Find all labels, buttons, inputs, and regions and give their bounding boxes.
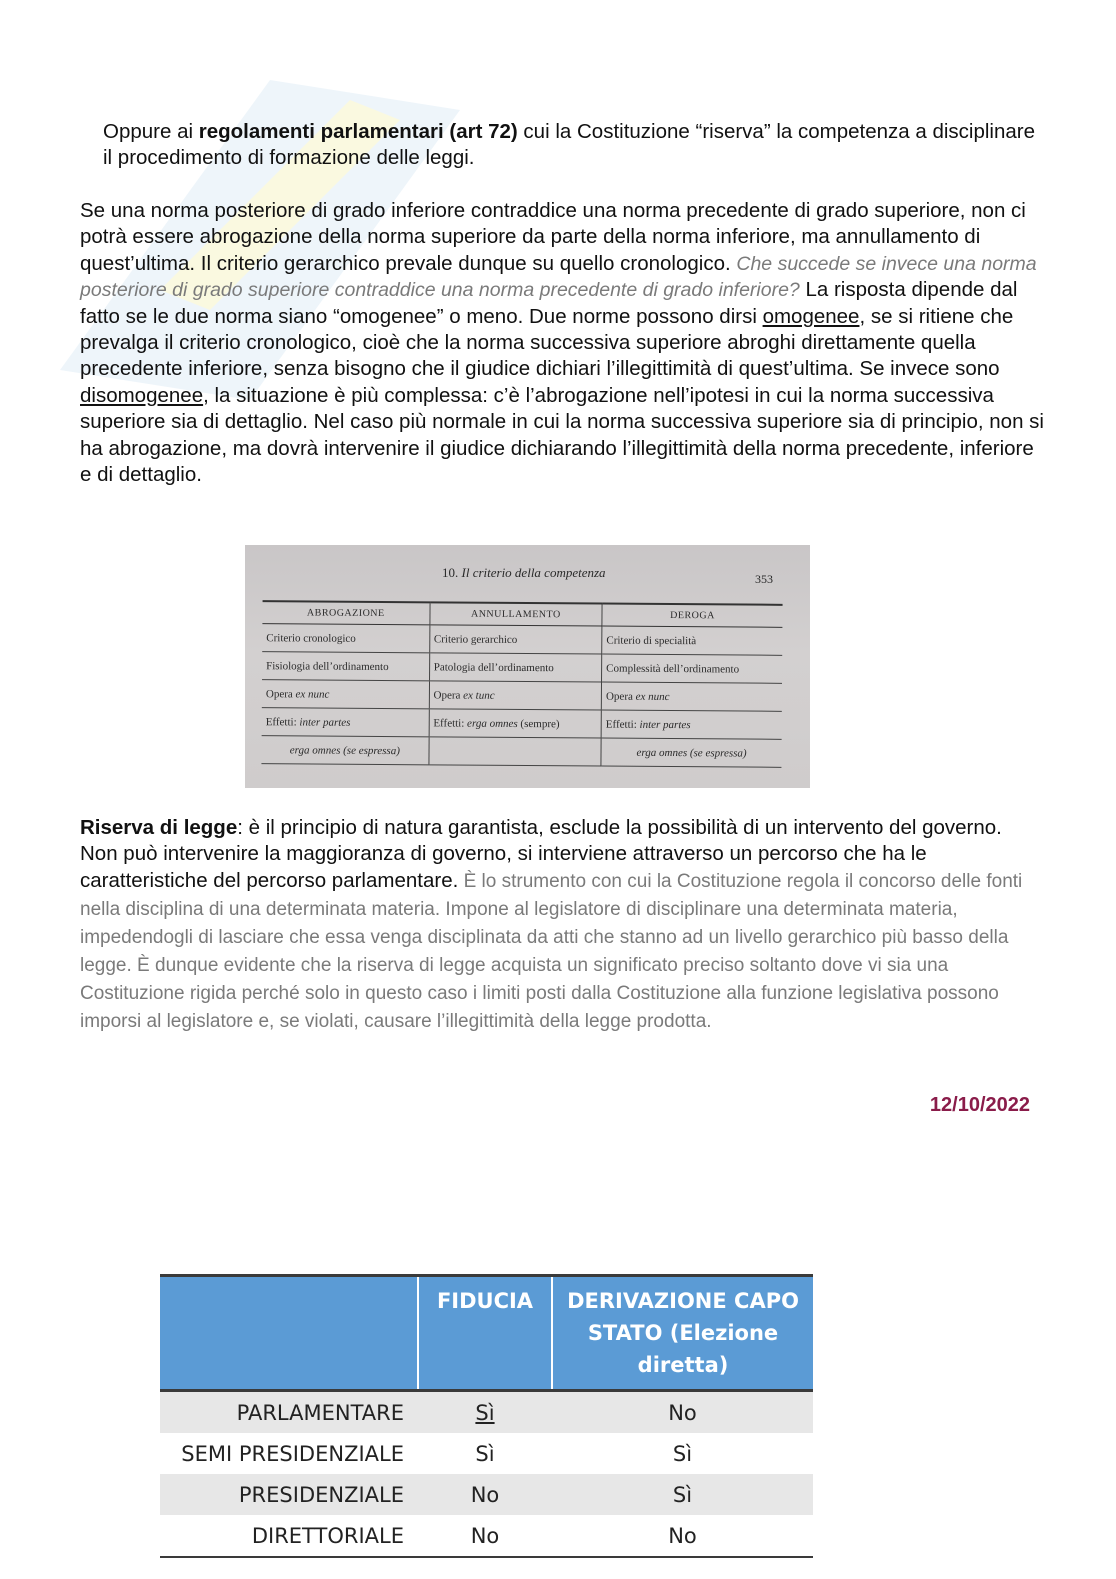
table-row: PARLAMENTARE Sì No <box>160 1391 813 1434</box>
riserva-term: Riserva di legge <box>80 816 238 839</box>
comparison-table <box>261 600 782 768</box>
lecture-date: 12/10/2022 <box>929 1094 1030 1116</box>
book-table-photo <box>245 545 810 788</box>
col-header: ANNULLAMENTO <box>430 602 603 626</box>
riserva-paragraph: Riserva di legge: è il principio di natura garantista, esclude la possibilità di un intervento del governo. Non può intervenire la maggioranza di governo, si interviene attraverso un percorso che ha le caratteristiche del percorso parlamentare. È lo strumento con cui la Costituzione regola il concorso delle fonti nella disciplina di una determinata materia. Impone al legislatore di disciplinare una determinata materia, impedendogli di lasciare che essa venga disciplinata da atti che stanno ad un livello gerarchico più basso della legge. È dunque evidente che la riserva di legge acquista un significato preciso soltanto dove vi sia una Costituzione rigida perché solo in questo caso i limiti posti dalla Costituzione alla funzione legislativa possono imporsi al legislatore e, se violati, causare l’illegittimità della legge prodotta. <box>80 816 1023 1032</box>
col-header: ABROGAZIONE <box>262 601 429 625</box>
question-text: Che succede se invece una norma posteriore di grado superiore contraddice una norma precedente di grado inferiore? <box>80 252 1037 302</box>
disomogenee-term: disomogenee <box>80 383 204 407</box>
table-row: PRESIDENZIALE No Sì <box>160 1474 813 1515</box>
riserva-gray-text: È lo strumento con cui la Costituzione regola il concorso delle fonti nella disciplina di una determinata materia. Impone al legislatore di disciplinare una determinata materia, impedendogli di lasciare che essa venga disciplinata da atti che stanno ad un livello gerarchico più basso della legge. È dunque evidente che la riserva di legge acquista un significato preciso soltanto dove vi sia una Costituzione rigida perché solo in questo caso i limiti posti dalla Costituzione alla funzione legislativa possono imporsi al legislatore e, se violati, causare l’illegittimità della legge prodotta. <box>80 870 1023 1032</box>
header-empty <box>160 1276 418 1391</box>
regolamenti-term: regolamenti parlamentari (art 72) <box>198 120 518 143</box>
hierarchy-paragraph: Se una norma posteriore di grado inferiore contraddice una norma precedente di grado superiore, non ci potrà essere abrogazione della norma superiore da parte della norma inferiore, ma annullamento di quest’ultima. Il criterio gerarchico prevale dunque su quello cronologico. Che succede se invece una norma posteriore di grado superiore contraddice una norma precedente di grado inferiore? La risposta dipende dal fatto se le due norma siano “omogenee” o meno. Due norme possono dirsi omogenee, se si ritiene che prevalga il criterio cronologico, cioè che la norma successiva superiore abroghi direttamente quella precedente inferiore, senza bisogno che il giudice dichiari l’illegittimità di quest’ultima. Se invece sono disomogenee, la situazione è più complessa: c’è l’abrogazione nell’ipotesi in cui la norma successiva superiore sia di dettaglio. Nel caso più normale in cui la norma successiva superiore sia di principio, non si ha abrogazione, ma dovrà intervenire il giudice dichiarando l’illegittimità della norma precedente, inferiore e di dettaglio. <box>80 199 1044 487</box>
intro-paragraph: Oppure ai regolamenti parlamentari (art 72) cui la Costituzione “riserva” la competenza a disciplinare il procedimento di formazione delle leggi. <box>103 120 1036 170</box>
table-row: SEMI PRESIDENZIALE Sì Sì <box>181 1441 693 1466</box>
table-row: Fisiologia dell’ordinamento Patologia dell’ordinamento Complessità dell’ordinamento <box>262 652 782 684</box>
col-header: DEROGA <box>602 604 783 628</box>
header-derivazione: DERIVAZIONE CAPO STATO (Elezione diretta) <box>552 1276 813 1391</box>
header-fiducia: FIDUCIA <box>418 1276 552 1391</box>
table-row: DIRETTORIALE No No <box>160 1515 813 1557</box>
photo-page-number: 353 <box>755 572 773 586</box>
photo-chapter-title: 10. Il criterio della competenza <box>442 565 606 580</box>
table-row: Criterio cronologico Criterio gerarchico Criterio di specialità <box>262 624 782 656</box>
table-row: erga omnes (se espressa) erga omnes (se espressa) <box>261 736 781 768</box>
table-row: Opera ex nunc Opera ex tunc Opera ex nunc <box>262 680 782 712</box>
omogenee-term: omogenee <box>762 304 860 328</box>
government-forms-table <box>160 1274 813 1558</box>
table-row: Effetti: inter partes Effetti: erga omnes (sempre) Effetti: inter partes <box>262 708 782 740</box>
